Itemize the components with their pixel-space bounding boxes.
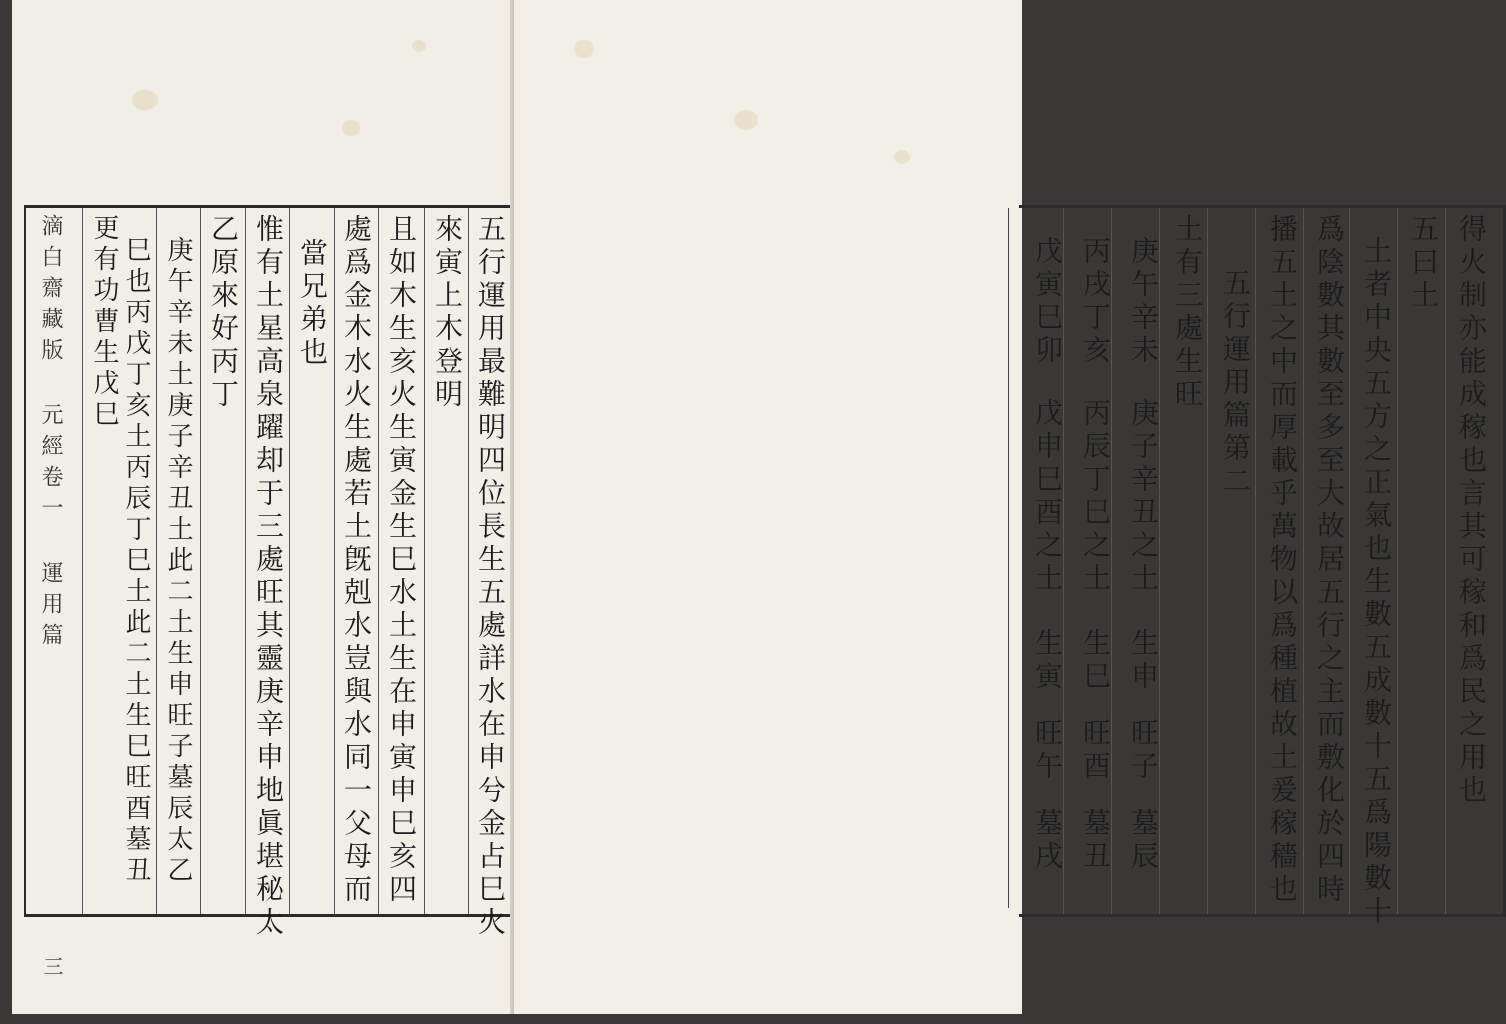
table-cell: 生巳 xyxy=(1079,628,1112,694)
text-column: 庚午辛未土庚子辛丑土此二土生申旺子墓辰太乙 xyxy=(163,236,193,887)
text-column: 更有功曹生戊巳 xyxy=(89,214,119,431)
book-spread xyxy=(12,0,1488,1014)
table-cell: 丙戌丁亥 xyxy=(1079,236,1112,368)
table-cell: 生寅 xyxy=(1031,628,1064,694)
right-text-frame xyxy=(1019,205,1506,929)
right-page xyxy=(514,0,1488,1014)
chapter-heading: 五行運用篇第二 xyxy=(1219,268,1252,499)
table-cell: 旺午 xyxy=(1031,718,1064,784)
text-column: 爲陰數其數至多至大故居五行之主而敷化於四時 xyxy=(1313,214,1346,907)
table-cell: 旺酉 xyxy=(1079,718,1112,784)
text-column: 五行運用最難明四位長生五處詳水在申兮金占巳火 xyxy=(474,214,507,940)
text-column: 乙原來好丙丁 xyxy=(207,214,240,412)
table-cell: 庚子辛丑之土 xyxy=(1127,398,1160,596)
fore-edge-rule xyxy=(1008,208,1017,908)
table-cell: 墓戌 xyxy=(1031,808,1064,874)
text-column: 當兄弟也 xyxy=(296,238,329,370)
margin-title: 滴白齋藏版 元經卷一 運用篇 xyxy=(38,214,63,654)
page-number: 三 xyxy=(40,956,64,976)
text-column: 巳也丙戊丁亥土丙辰丁巳土此二土生巳旺酉墓丑 xyxy=(121,236,151,887)
table-cell: 庚午辛未 xyxy=(1127,236,1160,368)
left-text-frame xyxy=(24,205,512,976)
table-cell: 戊申巳酉之土 xyxy=(1031,398,1064,596)
text-column: 土有三處生旺 xyxy=(1171,214,1204,412)
table-cell: 旺子 xyxy=(1127,718,1160,784)
table-cell: 戊寅巳卯 xyxy=(1031,236,1064,368)
table-cell: 丙辰丁巳之土 xyxy=(1079,398,1112,596)
table-cell: 生申 xyxy=(1127,628,1160,694)
text-column: 且如木生亥火生寅金生巳水土生在申寅申巳亥四 xyxy=(385,214,418,907)
text-column: 播五土之中而厚載乎萬物以爲種植故土爰稼穡也 xyxy=(1266,214,1299,907)
table-cell: 墓丑 xyxy=(1079,808,1112,874)
table-cell: 墓辰 xyxy=(1127,808,1160,874)
text-column: 得火制亦能成稼也言其可稼和爲民之用也 xyxy=(1455,214,1488,808)
text-column: 五曰土 xyxy=(1407,214,1440,313)
text-column: 處爲金木水火生處若土旣剋水豈與水同一父母而 xyxy=(340,214,373,907)
text-column: 土者中央五方之正氣也生數五成數十五爲陽數十 xyxy=(1360,236,1393,929)
text-column: 惟有土星高泉躍却于三處旺其靈庚辛申地眞堪秘太 xyxy=(252,214,285,940)
left-page xyxy=(12,0,512,1014)
text-column: 來寅上木登明 xyxy=(431,214,464,412)
